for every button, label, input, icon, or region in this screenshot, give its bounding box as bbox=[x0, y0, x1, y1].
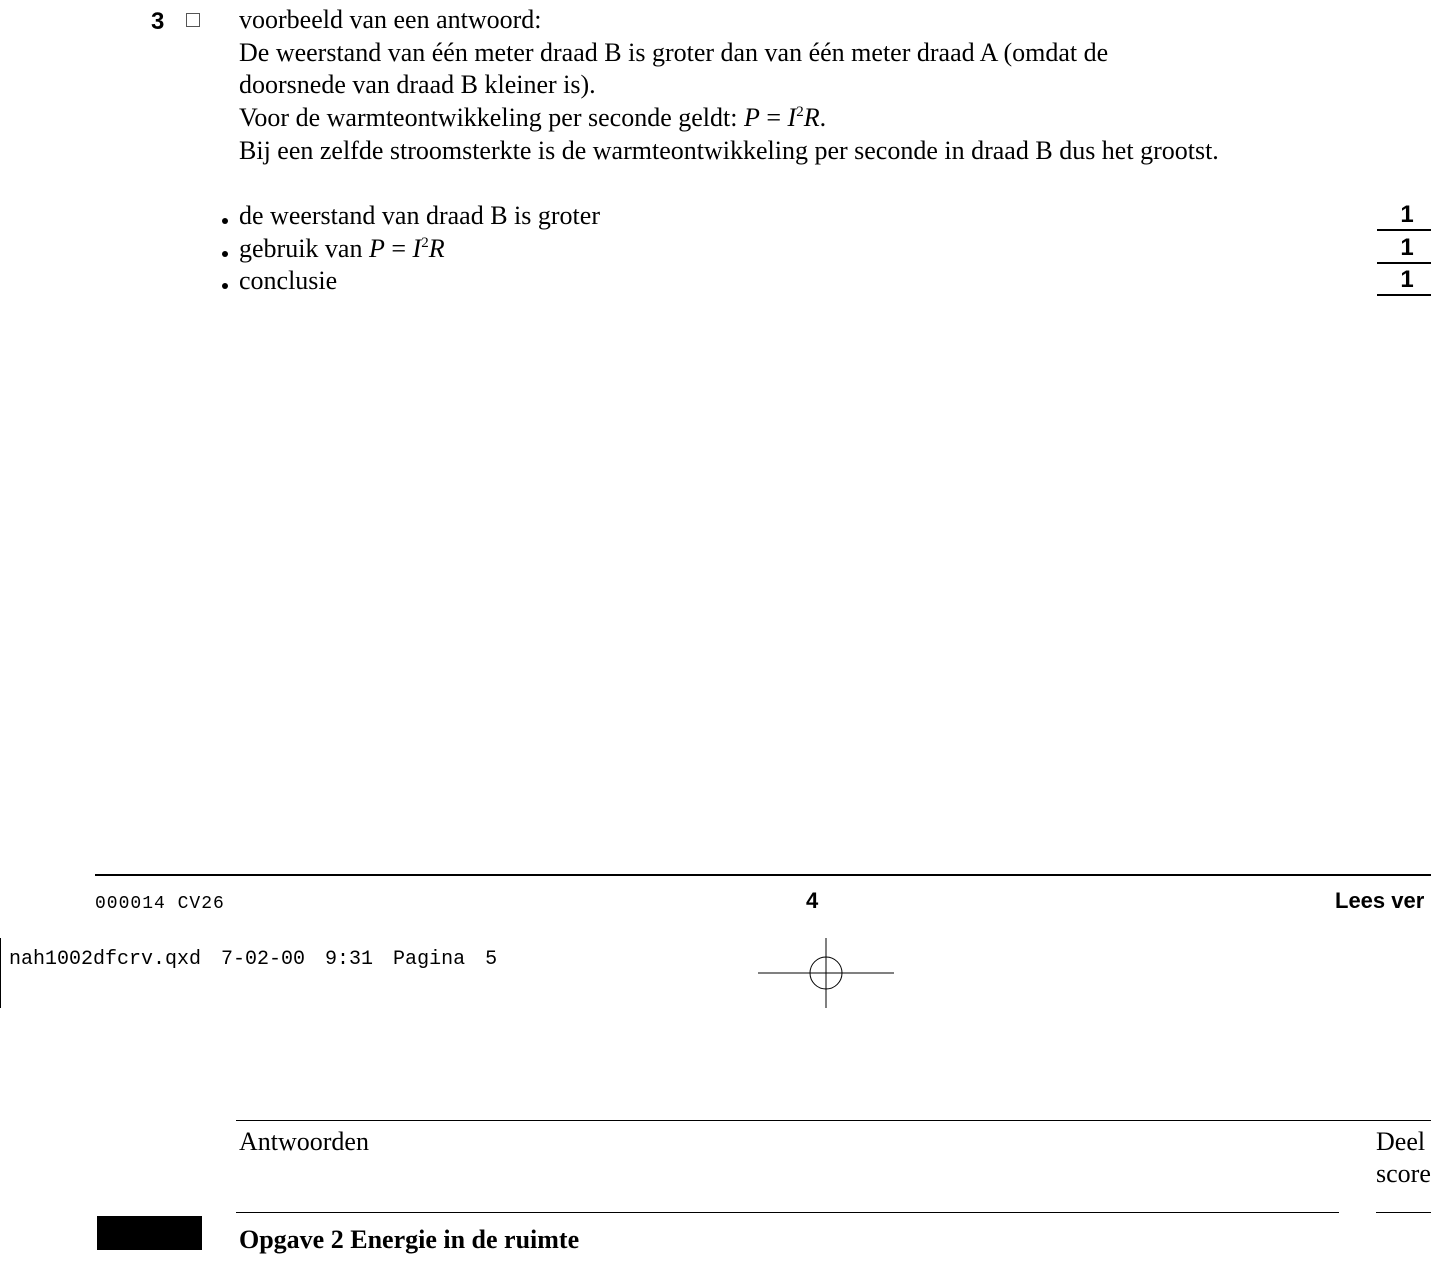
slug-bar bbox=[0, 938, 1, 1008]
answer-line-5: Bij een zelfde stroomsterkte is de warmteontwikkeling per seconde in draad B dus het grootst. bbox=[239, 136, 1219, 165]
page5-header-rule bbox=[236, 1120, 1431, 1121]
section-marker-block bbox=[97, 1216, 202, 1250]
criterion-2-label: gebruik van bbox=[239, 234, 369, 263]
formula-i: I bbox=[787, 103, 797, 132]
formula-r: R bbox=[803, 103, 820, 132]
column-header-score-1: Deel bbox=[1376, 1127, 1426, 1156]
registration-mark-icon bbox=[758, 938, 896, 1010]
page5-subheader-rule bbox=[236, 1212, 1339, 1213]
footer-divider bbox=[95, 874, 1431, 876]
criterion-2-points bbox=[1377, 234, 1431, 264]
criterion-3-points-value: 1 bbox=[1400, 266, 1414, 293]
answer-line-4-text: Voor de warmteontwikkeling per seconde geldt: bbox=[239, 103, 744, 132]
criterion-3-points bbox=[1377, 266, 1431, 296]
answer-line-1: voorbeeld van een antwoord: bbox=[239, 5, 542, 34]
criterion-3-text: conclusie bbox=[239, 266, 338, 295]
formula-equals: = bbox=[384, 234, 413, 263]
bullet-icon bbox=[222, 283, 228, 289]
formula-equals: = bbox=[759, 103, 788, 132]
formula-r: R bbox=[428, 234, 445, 263]
formula-i: I bbox=[412, 234, 422, 263]
formula-exponent: 2 bbox=[796, 104, 804, 120]
slug-text: nah1002dfcrv.qxd 7-02-00 9:31 Pagina 5 bbox=[9, 948, 498, 971]
section-title: Opgave 2 Energie in de ruimte bbox=[239, 1225, 580, 1254]
formula-exponent: 2 bbox=[421, 235, 429, 251]
question-number: 3 bbox=[151, 8, 165, 35]
answer-line-2: De weerstand van één meter draad B is groter dan van één meter draad A (omdat de bbox=[239, 38, 1109, 67]
bullet-icon bbox=[222, 251, 228, 257]
formula-p: P bbox=[368, 234, 385, 263]
criterion-1-points bbox=[1377, 201, 1431, 231]
column-header-answers: Antwoorden bbox=[239, 1127, 369, 1156]
criterion-1-text: de weerstand van draad B is groter bbox=[239, 201, 600, 230]
answer-line-4 bbox=[239, 102, 826, 134]
formula-p: P bbox=[743, 103, 760, 132]
answer-line-3: doorsnede van draad B kleiner is). bbox=[239, 70, 596, 99]
formula-period: . bbox=[819, 103, 827, 132]
bullet-icon bbox=[222, 218, 228, 224]
criterion-2-points-value: 1 bbox=[1400, 234, 1414, 261]
page5-score-rule bbox=[1376, 1212, 1431, 1213]
question-checkbox bbox=[186, 13, 200, 27]
criterion-2-text bbox=[239, 233, 445, 265]
footer-code: 000014 CV26 bbox=[95, 894, 225, 914]
footer-page-number: 4 bbox=[806, 888, 819, 913]
footer-continue-label: Lees ver bbox=[1335, 888, 1425, 913]
criterion-1-points-value: 1 bbox=[1400, 201, 1414, 228]
column-header-score-2: score bbox=[1376, 1159, 1431, 1188]
